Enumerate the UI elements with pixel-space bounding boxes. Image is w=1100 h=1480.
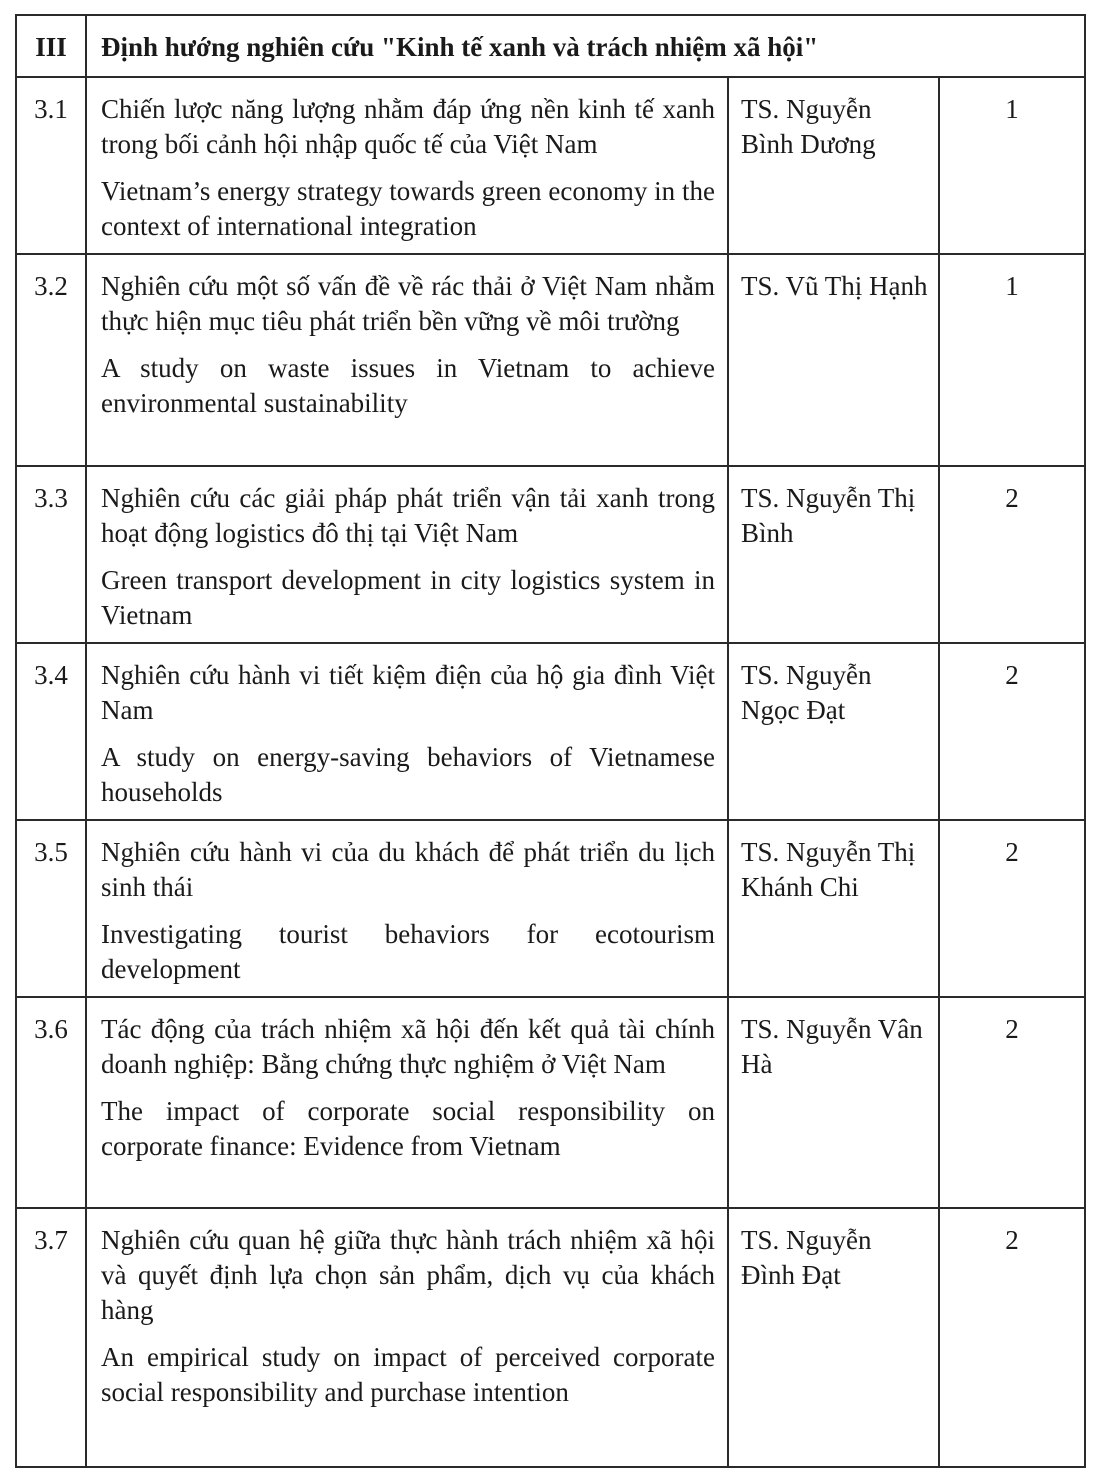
student-count: 1 [939, 254, 1085, 466]
supervisor: TS. Nguyễn Đình Đạt [728, 1208, 939, 1467]
topic-title-vi: Nghiên cứu các giải pháp phát triển vận tải xanh trong hoạt động logistics đô thị tại Việt Nam [101, 483, 715, 548]
supervisor: TS. Nguyễn Ngọc Đạt [728, 643, 939, 820]
student-count: 2 [939, 466, 1085, 643]
section-number: III [16, 15, 86, 77]
topic-title-en: A study on energy-saving behaviors of Vietnamese households [101, 742, 715, 807]
student-count: 2 [939, 997, 1085, 1208]
topic-title-en: A study on waste issues in Vietnam to achieve environmental sustainability [101, 353, 715, 418]
topic-cell [86, 1208, 728, 1467]
topic-title-vi: Chiến lược năng lượng nhằm đáp ứng nền kinh tế xanh trong bối cảnh hội nhập quốc tế của Việt Nam [101, 94, 715, 159]
table-row [16, 1208, 1085, 1467]
row-number: 3.3 [16, 466, 86, 643]
student-count: 2 [939, 820, 1085, 997]
topic-title-en: An empirical study on impact of perceived corporate social responsibility and purchase intention [101, 1342, 715, 1407]
topic-title-vi: Nghiên cứu hành vi tiết kiệm điện của hộ gia đình Việt Nam [101, 660, 715, 725]
table-row [16, 997, 1085, 1208]
topic-title-en: Green transport development in city logistics system in Vietnam [101, 565, 715, 630]
topic-cell [86, 997, 728, 1208]
topic-title-en: Investigating tourist behaviors for ecotourism development [101, 919, 715, 984]
section-header-row [16, 15, 1085, 77]
topic-title-vi: Nghiên cứu một số vấn đề về rác thải ở Việt Nam nhằm thực hiện mục tiêu phát triển bền vững về môi trường [101, 271, 715, 336]
student-count: 1 [939, 77, 1085, 254]
topic-cell [86, 466, 728, 643]
supervisor: TS. Nguyễn Vân Hà [728, 997, 939, 1208]
supervisor: TS. Nguyễn Thị Khánh Chi [728, 820, 939, 997]
table-row [16, 254, 1085, 466]
topic-cell [86, 820, 728, 997]
row-number: 3.5 [16, 820, 86, 997]
topic-title-en: Vietnam’s energy strategy towards green economy in the context of international integration [101, 176, 715, 241]
research-topics-table [15, 14, 1086, 1468]
supervisor: TS. Nguyễn Thị Bình [728, 466, 939, 643]
table-row [16, 820, 1085, 997]
row-number: 3.6 [16, 997, 86, 1208]
student-count: 2 [939, 1208, 1085, 1467]
row-number: 3.4 [16, 643, 86, 820]
table-row [16, 643, 1085, 820]
row-number: 3.1 [16, 77, 86, 254]
topic-title-vi: Tác động của trách nhiệm xã hội đến kết quả tài chính doanh nghiệp: Bằng chứng thực nghiệm ở Việt Nam [101, 1014, 715, 1079]
topic-title-vi: Nghiên cứu quan hệ giữa thực hành trách nhiệm xã hội và quyết định lựa chọn sản phẩm, dịch vụ của khách hàng [101, 1225, 715, 1325]
topic-cell [86, 254, 728, 466]
row-number: 3.7 [16, 1208, 86, 1467]
topic-cell [86, 77, 728, 254]
table-row [16, 466, 1085, 643]
topic-title-vi: Nghiên cứu hành vi của du khách để phát triển du lịch sinh thái [101, 837, 715, 902]
section-title: Định hướng nghiên cứu "Kinh tế xanh và trách nhiệm xã hội" [86, 15, 1085, 77]
supervisor: TS. Vũ Thị Hạnh [728, 254, 939, 466]
table-row [16, 77, 1085, 254]
topic-title-en: The impact of corporate social responsibility on corporate finance: Evidence from Vietnam [101, 1096, 715, 1161]
topic-cell [86, 643, 728, 820]
row-number: 3.2 [16, 254, 86, 466]
student-count: 2 [939, 643, 1085, 820]
supervisor: TS. Nguyễn Bình Dương [728, 77, 939, 254]
